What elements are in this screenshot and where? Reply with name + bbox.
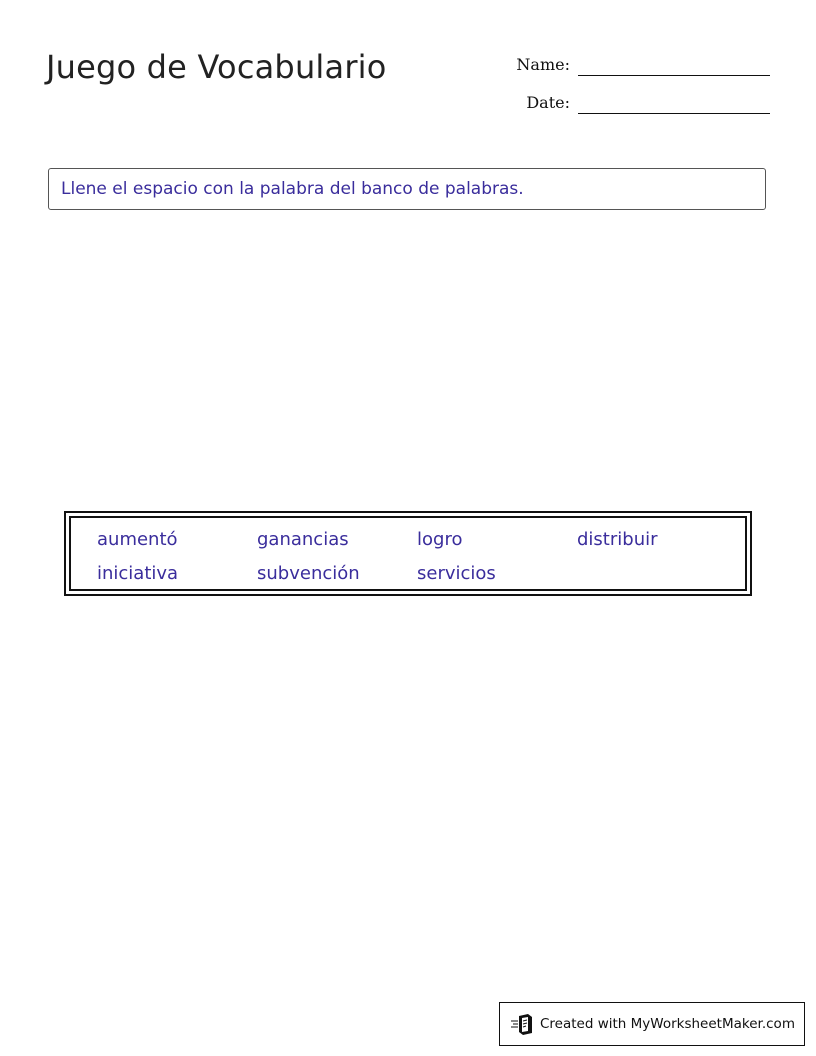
word-bank-item: iniciativa bbox=[97, 563, 179, 584]
date-blank-line bbox=[578, 95, 770, 114]
word-bank-item: servicios bbox=[417, 563, 496, 584]
date-field bbox=[480, 94, 770, 114]
word-grid bbox=[97, 528, 745, 596]
page-title: Juego de Vocabulario bbox=[46, 48, 387, 86]
word-bank-item: logro bbox=[417, 529, 463, 550]
name-label: Name: bbox=[516, 55, 570, 74]
word-bank bbox=[64, 511, 752, 596]
word-bank-item: distribuir bbox=[577, 529, 658, 550]
worksheet-maker-logo-icon bbox=[510, 1012, 534, 1036]
name-field bbox=[480, 56, 770, 76]
footer-credit-badge bbox=[499, 1002, 805, 1046]
name-blank-line bbox=[578, 57, 770, 76]
word-bank-item: ganancias bbox=[257, 529, 349, 550]
date-label: Date: bbox=[526, 93, 570, 112]
word-bank-inner bbox=[69, 516, 747, 591]
word-bank-item: subvención bbox=[257, 563, 360, 584]
footer-credit-text: Created with MyWorksheetMaker.com bbox=[540, 1016, 795, 1032]
instructions-text: Llene el espacio con la palabra del banco de palabras. bbox=[61, 179, 524, 199]
instructions-box bbox=[48, 168, 766, 210]
word-bank-item: aumentó bbox=[97, 529, 178, 550]
